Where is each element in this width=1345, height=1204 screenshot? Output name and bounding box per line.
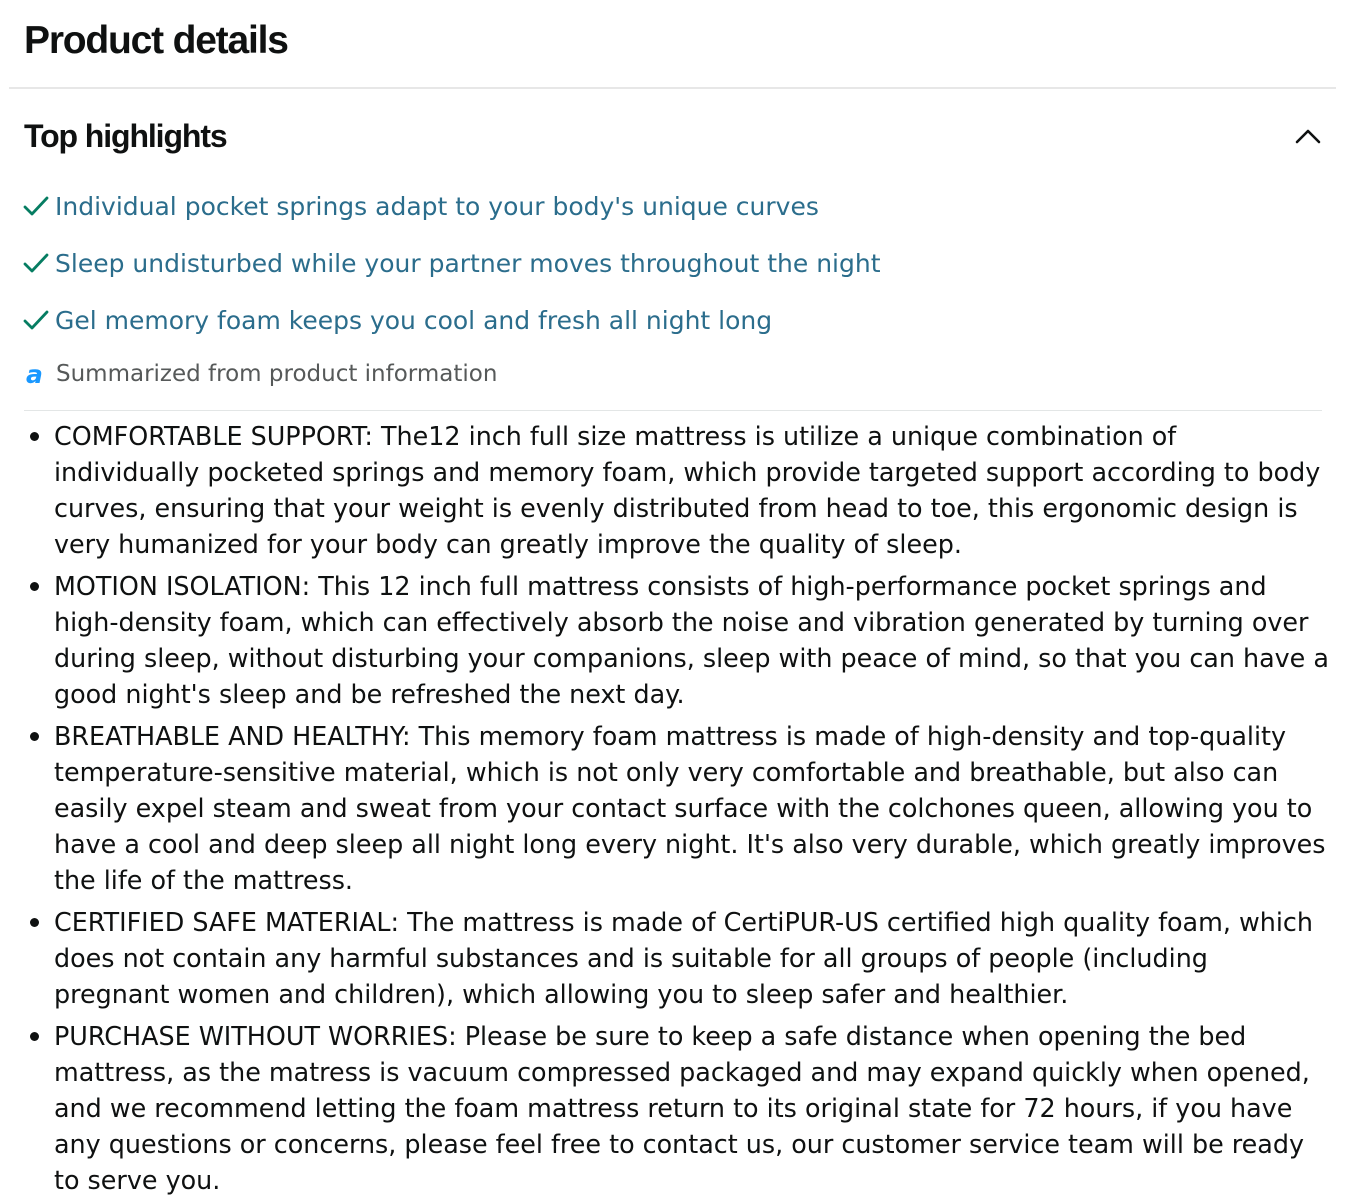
summary-text: Summarized from product information	[56, 361, 498, 387]
chevron-up-icon[interactable]	[1294, 122, 1322, 150]
check-icon	[22, 192, 50, 220]
highlight-item	[22, 243, 881, 283]
page-title: Product details	[24, 19, 288, 62]
highlight-text: Individual pocket springs adapt to your body's unique curves	[55, 191, 819, 221]
highlight-text: Gel memory foam keeps you cool and fresh all night long	[55, 305, 773, 335]
check-icon	[22, 306, 50, 334]
feature-bullet: MOTION ISOLATION: This 12 inch full mattress consists of high-performance pocket springs and high-density foam, which can effectively absorb the noise and vibration generated by turning over during sleep, without disturbing your companions, sleep with peace of mind, so that you can have a good night's sleep and be refreshed the next day.	[54, 568, 1329, 712]
top-highlights-toggle[interactable]	[24, 112, 1322, 160]
highlight-item	[22, 186, 881, 226]
ai-summary-icon: a	[26, 359, 43, 389]
highlight-item	[22, 300, 881, 340]
highlight-text: Sleep undisturbed while your partner moves throughout the night	[55, 248, 881, 278]
section-title: Top highlights	[24, 117, 227, 154]
feature-bullet: BREATHABLE AND HEALTHY: This memory foam mattress is made of high-density and top-quality temperature-sensitive material, which is not only very comfortable and breathable, but also can easily expel steam and sweat from your contact surface with the colchones queen, allowing you to have a cool and deep sleep all night long every night. It's also very durable, which greatly improves the life of the mattress.	[54, 718, 1329, 898]
feature-bullet: PURCHASE WITHOUT WORRIES: Please be sure to keep a safe distance when opening the bed mattress, as the matress is vacuum compressed packaged and may expand quickly when opened, and we recommend letting the foam mattress return to its original state for 72 hours, if you have any questions or concerns, please feel free to contact us, our customer service team will be ready to serve you.	[54, 1018, 1329, 1198]
feature-bullet: COMFORTABLE SUPPORT: The12 inch full size mattress is utilize a unique combination of individually pocketed springs and memory foam, which provide targeted support according to body curves, ensuring that your weight is evenly distributed from head to toe, this ergonomic design is very humanized for your body can greatly improve the quality of sleep.	[54, 418, 1329, 562]
highlights-list	[22, 186, 881, 357]
check-icon	[22, 249, 50, 277]
summary-divider	[24, 410, 1322, 411]
title-divider	[9, 87, 1336, 89]
feature-bullet: CERTIFIED SAFE MATERIAL: The mattress is made of CertiPUR-US certified high quality foam, which does not contain any harmful substances and is suitable for all groups of people (including pregnant women and children), which allowing you to sleep safer and healthier.	[54, 904, 1329, 1012]
ai-summary-note	[26, 356, 497, 392]
feature-bullets	[54, 418, 1329, 1204]
